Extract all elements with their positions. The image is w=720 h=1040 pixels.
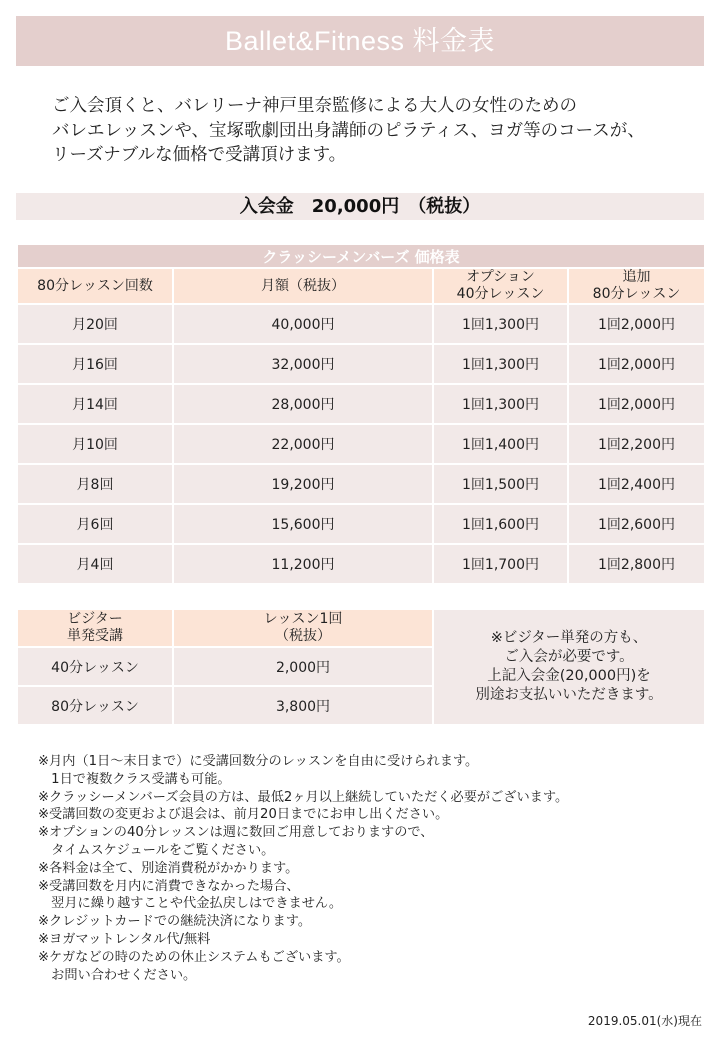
extra-price-cell: 1回2,800円 [568, 544, 705, 584]
extra-price-cell: 1回2,000円 [568, 344, 705, 384]
note-line: ※クレジットカードでの継続決済になります。 [38, 914, 312, 930]
intro-line: ご入会頂くと、バレリーナ神戸里奈監修による大人の女性のための [52, 96, 577, 116]
header-line: 80分レッスン [592, 286, 681, 302]
option-price-cell: 1回1,300円 [433, 304, 568, 344]
visitor-price-table [16, 608, 706, 726]
column-header-lesson-count [17, 268, 173, 304]
table-row [17, 544, 705, 584]
lesson-count-cell: 月14回 [17, 384, 173, 424]
note-line: ※各料金は全て、別途消費税がかかります。 [38, 860, 299, 876]
header-line: 追加 [622, 269, 651, 285]
option-price-cell: 1回1,500円 [433, 464, 568, 504]
price-table-title: クラッシーメンバーズ 価格表 [17, 244, 705, 268]
lesson-count-cell: 月4回 [17, 544, 173, 584]
visitor-note [433, 609, 705, 725]
note-line: タイムスケジュールをご覧ください。 [38, 842, 275, 858]
header-line: 単発受講 [67, 628, 123, 644]
header-line: （税抜） [275, 628, 331, 644]
page-title: Ballet&Fitness 料金表 [16, 16, 704, 66]
visitor-lesson-cell: 80分レッスン [17, 686, 173, 725]
notes-list [38, 753, 708, 984]
visitor-note-line: 別途お支払いいただきます。 [475, 687, 663, 703]
extra-price-cell: 1回2,000円 [568, 304, 705, 344]
note-line: 1日で複数クラス受講も可能。 [38, 771, 231, 787]
table-row [17, 384, 705, 424]
column-header-visitor [17, 609, 173, 647]
visitor-lesson-cell: 40分レッスン [17, 647, 173, 686]
note-line: ※月内（1日～末日まで）に受講回数分のレッスンを自由に受けられます。 [38, 754, 479, 769]
monthly-fee-cell: 15,600円 [173, 504, 433, 544]
visitor-note-line: ※ビジター単発の方も、 [490, 630, 648, 646]
monthly-fee-cell: 32,000円 [173, 344, 433, 384]
column-header-option-40min [433, 268, 568, 304]
visitor-price-cell: 2,000円 [173, 647, 433, 686]
header-line: 月額（税抜） [261, 277, 345, 294]
visitor-note-line: 上記入会金(20,000円)を [487, 668, 651, 684]
intro-line: リーズナブルな価格で受講頂けます。 [52, 145, 347, 165]
table-row [17, 304, 705, 344]
monthly-fee-cell: 19,200円 [173, 464, 433, 504]
extra-price-cell: 1回2,600円 [568, 504, 705, 544]
column-header-extra-80min [568, 268, 705, 304]
monthly-fee-cell: 22,000円 [173, 424, 433, 464]
note-line: 翌月に繰り越すことや代金払戻しはできません。 [38, 896, 343, 912]
extra-price-cell: 1回2,000円 [568, 384, 705, 424]
lesson-count-cell: 月20回 [17, 304, 173, 344]
option-price-cell: 1回1,300円 [433, 344, 568, 384]
header-line: 40分レッスン [456, 286, 545, 302]
monthly-fee-cell: 40,000円 [173, 304, 433, 344]
note-line: お問い合わせください。 [38, 967, 197, 983]
column-header-single-lesson [173, 609, 433, 647]
monthly-fee-cell: 28,000円 [173, 384, 433, 424]
note-line: ※受講回数を月内に消費できなかった場合、 [38, 878, 300, 894]
table-row [17, 344, 705, 384]
lesson-count-cell: 月16回 [17, 344, 173, 384]
visitor-price-cell: 3,800円 [173, 686, 433, 725]
extra-price-cell: 1回2,200円 [568, 424, 705, 464]
option-price-cell: 1回1,600円 [433, 504, 568, 544]
header-line: ビジター [67, 611, 123, 627]
intro-text [52, 94, 712, 168]
intro-line: バレエレッスンや、宝塚歌劇団出身講師のピラティス、ヨガ等のコースが、 [52, 120, 645, 141]
lesson-count-cell: 月6回 [17, 504, 173, 544]
table-row [17, 424, 705, 464]
header-line: 80分レッスン回数 [37, 277, 153, 294]
table-row [17, 504, 705, 544]
table-row [17, 464, 705, 504]
effective-date: 2019.05.01(水)現在 [587, 1014, 702, 1028]
note-line: ※ヨガマットレンタル代/無料 [38, 931, 211, 947]
option-price-cell: 1回1,300円 [433, 384, 568, 424]
entry-fee-banner: 入会金 20,000円 （税抜） [16, 193, 704, 220]
option-price-cell: 1回1,400円 [433, 424, 568, 464]
header-line: オプション [466, 269, 535, 285]
column-header-monthly-fee [173, 268, 433, 304]
classy-members-price-table [16, 243, 706, 585]
header-line: レッスン1回 [263, 611, 343, 627]
visitor-note-line: ご入会が必要です。 [504, 649, 634, 665]
extra-price-cell: 1回2,400円 [568, 464, 705, 504]
note-line: ※受講回数の変更および退会は、前月20日までにお申し出ください。 [38, 807, 449, 823]
note-line: ※オプションの40分レッスンは週に数回ご用意しておりますので、 [38, 825, 434, 841]
option-price-cell: 1回1,700円 [433, 544, 568, 584]
monthly-fee-cell: 11,200円 [173, 544, 433, 584]
note-line: ※ケガなどの時のための休止システムもございます。 [38, 949, 350, 965]
lesson-count-cell: 月10回 [17, 424, 173, 464]
lesson-count-cell: 月8回 [17, 464, 173, 504]
note-line: ※クラッシーメンバーズ会員の方は、最低2ヶ月以上継続していただく必要がございます。 [38, 789, 569, 805]
